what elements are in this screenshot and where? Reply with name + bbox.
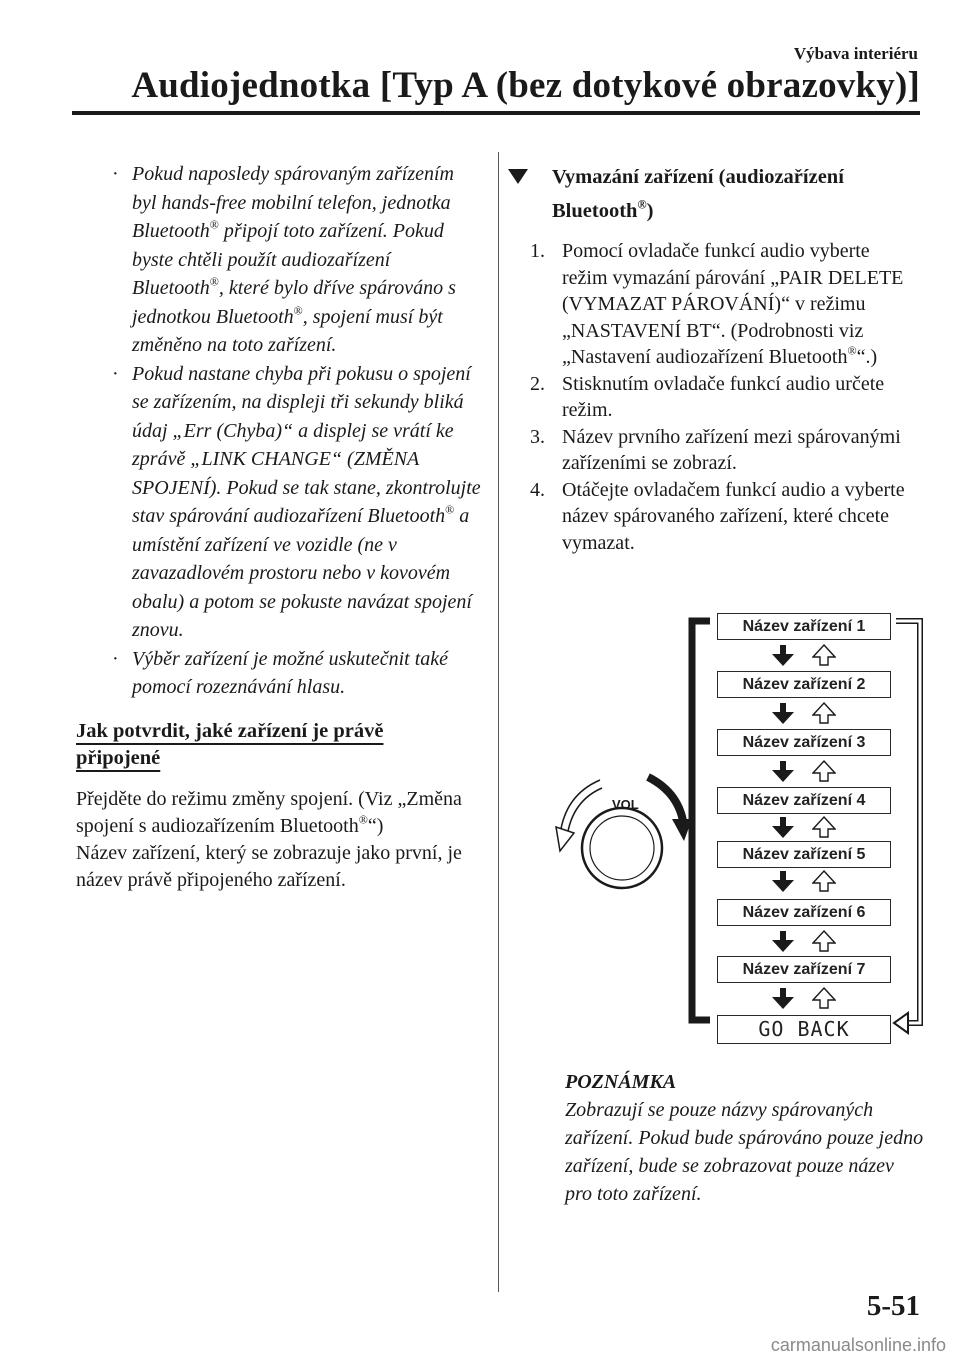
- return-arrow-icon: [894, 1013, 908, 1033]
- arrow-down-icon: [772, 988, 794, 1010]
- arrow-down-icon: [772, 871, 794, 893]
- arrow-down-icon: [772, 703, 794, 725]
- bullet-dot: ·: [112, 163, 119, 185]
- watermark: carmanualsonline.info: [770, 1335, 946, 1355]
- step-item: 3. Název prvního zařízení mezi spárovanými zařízeními se zobrazí.: [530, 425, 901, 474]
- arrow-up-icon: [812, 815, 836, 839]
- subheading: Jak potvrdit, jaké zařízení je právě připojené: [76, 719, 384, 769]
- device-name-5: Název zařízení 5: [717, 841, 891, 868]
- arrow-up-icon: [812, 759, 836, 783]
- bullet-dot: ·: [112, 362, 119, 385]
- arrow-up-icon: [812, 701, 836, 725]
- body-text: [76, 786, 481, 894]
- device-name-3: Název zařízení 3: [717, 729, 891, 756]
- arrow-up-icon: [812, 869, 836, 893]
- paragraph: Přejděte do režimu změny spojení. (Viz „Změna spojení s audiozařízením Bluetooth®“): [76, 787, 462, 837]
- arrow-down-icon: [772, 931, 794, 953]
- header-rule: [72, 111, 920, 115]
- column-divider: [498, 152, 499, 1292]
- bullet-item: · Výběr zařízení je možné uskutečnit také pomocí rozeznávání hlasu.: [76, 645, 481, 702]
- section-heading: Vymazání zařízení (audiozařízení Bluetooth®): [530, 160, 920, 228]
- page-title: Audiojednotka [Typ A (bez dotykové obrazovky)]: [131, 65, 920, 106]
- bullet-item: · Pokud nastane chyba při pokusu o spojení se zařízením, na displeji tři sekundy bliká údaj „Err (Chyba)“ a displej se vrátí ke zprávě „LINK CHANGE“ (ZMĚNA SPOJENÍ). Pokud se tak stane, zkontrolujte stav spárování audiozařízení Bluetooth® a umístění zařízení ve vozidle (ne v zavazadlovém prostoru nebo v kovovém obalu) a potom se pokuste navázat spojení znovu.: [76, 360, 481, 645]
- arrow-down-icon: [772, 817, 794, 839]
- device-name-2: Název zařízení 2: [717, 671, 891, 698]
- device-selection-diagram: [520, 605, 940, 1055]
- device-name-7: Název zařízení 7: [717, 956, 891, 983]
- note-box: [565, 1068, 925, 1208]
- device-name-4: Název zařízení 4: [717, 787, 891, 814]
- right-bracket: [896, 621, 920, 1023]
- step-item: 2. Stisknutím ovladače funkcí audio určete režim.: [530, 372, 885, 421]
- arrow-up-icon: [812, 986, 836, 1010]
- note-title: POZNÁMKA: [565, 1071, 677, 1093]
- right-column: [530, 160, 920, 556]
- bullet-dot: ·: [112, 647, 119, 670]
- left-bracket: [692, 621, 710, 1020]
- triangle-marker-icon: [508, 169, 528, 184]
- arrow-up-icon: [812, 929, 836, 953]
- note-text: Zobrazují se pouze názvy spárovaných zařízení. Pokud bude spárováno pouze jedno zařízení, bude se zobrazovat pouze název pro toto zařízení.: [565, 1099, 924, 1205]
- go-back-box: GO BACK: [717, 1015, 891, 1044]
- arrow-up-icon: [812, 643, 836, 667]
- steps-list: [530, 238, 920, 556]
- vol-label: VOL: [612, 797, 639, 812]
- page-number: 5-51: [866, 1290, 920, 1322]
- device-name-1: Název zařízení 1: [717, 613, 891, 640]
- step-item: 4. Otáčejte ovladačem funkcí audio a vyberte název spárovaného zařízení, které chcete vymazat.: [530, 478, 905, 554]
- section-label: Výbava interiéru: [793, 44, 918, 63]
- paragraph: Název zařízení, který se zobrazuje jako první, je název právě připojeného zařízení.: [76, 841, 462, 891]
- step-item: 1. Pomocí ovladače funkcí audio vyberte režim vymazání párování „PAIR DELETE (VYMAZAT PÁROVÁNÍ)“ v režimu „NASTAVENÍ BT“. (Podrobnosti viz „Nastavení audiozařízení Bluetooth®“.): [530, 240, 904, 368]
- device-name-6: Název zařízení 6: [717, 899, 891, 926]
- arrow-down-icon: [772, 645, 794, 667]
- bullet-item: · Pokud naposledy spárovaným zařízením byl hands-free mobilní telefon, jednotka Bluetooth® připojí toto zařízení. Pokud byste chtěli použít audiozařízení Bluetooth®, které bylo dříve spárováno s jednotkou Bluetooth®, spojení musí být změněno na toto zařízení.: [76, 160, 481, 360]
- left-column: [76, 160, 481, 894]
- arrow-down-icon: [772, 761, 794, 783]
